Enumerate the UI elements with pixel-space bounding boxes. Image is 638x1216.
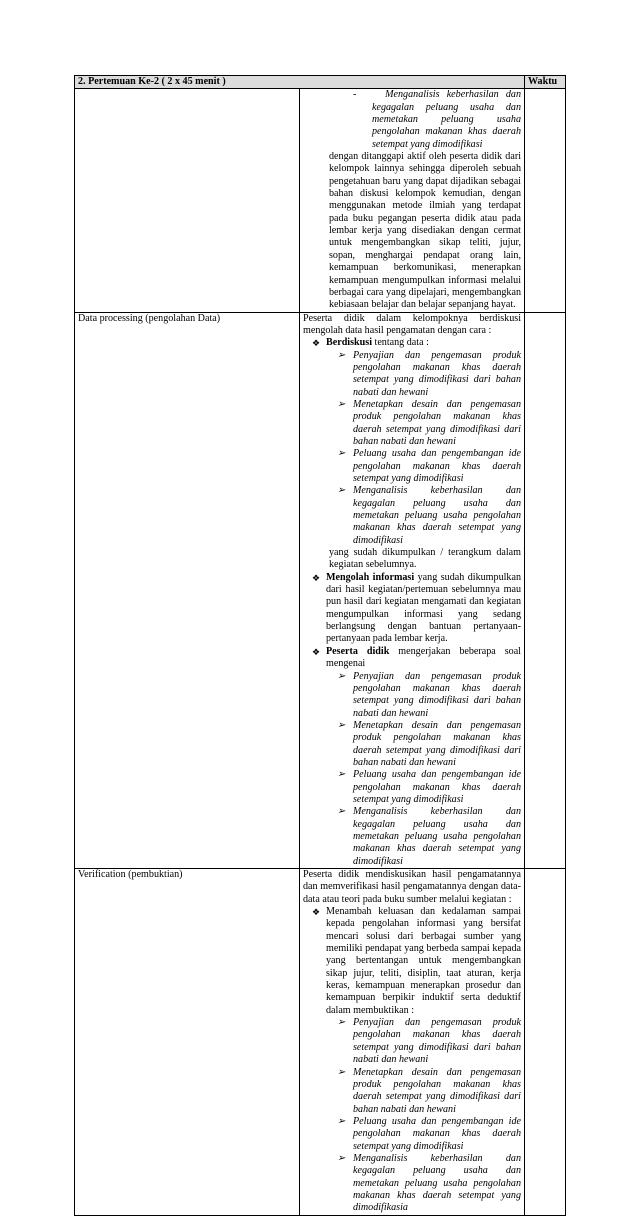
sub-list-item — [303, 1017, 521, 1066]
arrow-bullet-icon: ➢ — [337, 1017, 346, 1029]
list-item — [303, 906, 521, 1017]
sub-list-item-text: Penyajian dan pengemasan produk pengolahan makanan khas daerah setempat yang dimodifikasi dari bahan nabati dan hewani — [353, 349, 521, 398]
waktu-header: Waktu — [525, 76, 566, 89]
row-label: Data processing (pengolahan Data) — [75, 312, 300, 868]
row-content — [300, 89, 525, 312]
arrow-bullet-icon: ➢ — [337, 1115, 346, 1127]
list-item — [303, 89, 521, 151]
sub-list-item — [303, 485, 521, 547]
row-label-empty — [75, 89, 300, 312]
sub-list-item-text: Peluang usaha dan pengembangan ide pengolahan makanan khas daerah setempat yang dimodifikasi — [353, 769, 521, 805]
sub-list-item-text: Menganalisis keberhasilan dan kegagalan peluang usaha dan memetakan peluang usaha pengolahan makanan khas daerah setempat yang dimodifikasia — [353, 1152, 521, 1214]
dash-bullet: - — [353, 89, 357, 101]
sub-list-item-text: Menganalisis keberhasilan dan kegagalan peluang usaha dan memetakan peluang usaha pengolahan makanan khas daerah setempat yang dimodifikasi — [353, 806, 521, 867]
arrow-bullet-icon: ➢ — [337, 769, 346, 781]
sub-list-item — [303, 448, 521, 485]
sub-list-item-text: Peluang usaha dan pengembangan ide pengolahan makanan khas daerah setempat yang dimodifikasi — [353, 448, 521, 484]
sub-list-item-text: Menganalisis keberhasilan dan kegagalan peluang usaha dan memetakan peluang usaha pengolahan makanan khas daerah setempat yang dimodifikasi — [353, 485, 521, 546]
waktu-cell — [525, 312, 566, 868]
sub-list-item-text: Peluang usaha dan pengembangan ide pengolahan makanan khas daerah setempat yang dimodifikasi — [353, 1115, 521, 1152]
paragraph: dengan ditanggapi aktif oleh peserta didik dari kelompok lainnya sehingga diperoleh sebuah pengetahuan baru yang dapat dijadikan sebagai bahan diskusi kelompok kemudian, dengan menggunakan metode ilmiah yang terdapat pada buku pegangan peserta didik atau pada lembar kerja yang disediakan dengan cermat untuk mengembangkan sikap teliti, jujur, sopan, menghargai pendapat orang lain, kemampuan berkomunikasi, menerapkan kemampuan mengumpulkan informasi melalui berbagai cara yang dipelajari, mengembangkan kebiasaan belajar dan belajar sepanjang hayat. — [329, 151, 521, 311]
paragraph: Peserta didik dalam kelompoknya berdiskusi mengolah data hasil pengamatan dengan cara : — [303, 312, 521, 336]
sub-list-item — [303, 1067, 521, 1116]
table-header-row — [75, 76, 566, 89]
list-item-text: mengerjakan beberapa soal mengenai — [326, 645, 521, 670]
sub-list-item — [303, 806, 521, 868]
bold-term: Mengolah informasi — [326, 571, 415, 583]
arrow-bullet-icon: ➢ — [337, 806, 346, 818]
arrow-bullet-icon: ➢ — [337, 1066, 346, 1078]
paragraph: Peserta didik mendiskusikan hasil pengamatannya dan memverifikasi hasil pengamatannya dengan data-data atau teori pada buku sumber melalui kegiatan : — [303, 869, 521, 905]
arrow-bullet-icon: ➢ — [337, 448, 346, 460]
lesson-plan-table — [74, 75, 566, 1216]
diamond-bullet-icon: ❖ — [312, 338, 321, 349]
table-row — [75, 869, 566, 1216]
list-item — [303, 646, 521, 671]
list-item-text: yang sudah dikumpulkan dari hasil kegiatan/pertemuan sebelumnya mau pun hasil dari kegiatan mengamati dan kegiatan mengumpulkan informasi yang sedang berlangsung dengan bantuan pertanyaan-pertanyaan pada lembar kerja. — [326, 571, 522, 645]
bold-term: Peserta didik — [326, 645, 390, 657]
diamond-bullet-icon: ❖ — [312, 907, 321, 918]
arrow-bullet-icon: ➢ — [337, 670, 346, 682]
sub-list-item-text: Menetapkan desain dan pengemasan produk pengolahan makanan khas daerah setempat yang dimodifikasi dari bahan nabati dan hewani — [353, 398, 521, 447]
diamond-bullet-icon: ❖ — [312, 646, 321, 657]
bold-term: Berdiskusi — [326, 337, 372, 349]
row-content — [300, 869, 525, 1216]
arrow-bullet-icon: ➢ — [337, 719, 346, 731]
table-row — [75, 89, 566, 312]
sub-list-item-text: Menetapkan desain dan pengemasan produk pengolahan makanan khas daerah setempat yang dimodifikasi dari bahan nabati dan hewani — [353, 719, 521, 768]
sub-list-item — [303, 720, 521, 769]
sub-list-item — [303, 399, 521, 448]
list-item-text: tentang data : — [372, 337, 429, 349]
arrow-bullet-icon: ➢ — [337, 1152, 346, 1164]
list-item — [303, 572, 521, 646]
sub-list-item-text: Menetapkan desain dan pengemasan produk pengolahan makanan khas daerah setempat yang dimodifikasi dari bahan nabati dan hewani — [353, 1066, 521, 1115]
list-item-text: Menganalisis keberhasilan dan kegagalan peluang usaha dan memetakan peluang usaha pengolahan makanan khas daerah setempat yang dimodifikasi — [372, 89, 521, 150]
sub-list-item — [303, 1153, 521, 1215]
arrow-bullet-icon: ➢ — [337, 398, 346, 410]
sub-list-item — [303, 671, 521, 720]
arrow-bullet-icon: ➢ — [337, 349, 346, 361]
paragraph: yang sudah dikumpulkan / terangkum dalam kegiatan sebelumnya. — [329, 547, 521, 571]
meeting-title: 2. Pertemuan Ke-2 ( 2 x 45 menit ) — [75, 76, 525, 89]
list-item — [303, 337, 521, 349]
row-label: Verification (pembuktian) — [75, 869, 300, 1216]
sub-list-item — [303, 1116, 521, 1153]
sub-list-item-text: Penyajian dan pengemasan produk pengolahan makanan khas daerah setempat yang dimodifikasi dari bahan nabati dan hewani — [353, 1017, 521, 1066]
row-content — [300, 312, 525, 868]
list-item-text: Menambah keluasan dan kedalaman sampai kepada pengolahan informasi yang bersifat mencari solusi dari berbagai sumber yang memiliki pendapat yang berbeda sampai kepada yang bertentangan untuk mengembangkan sikap jujur, teliti, disiplin, taat aturan, kerja keras, kemampuan menerapkan prosedur dan kemampuan berpikir induktif serta deduktif dalam membuktikan : — [326, 906, 521, 1016]
table-row — [75, 312, 566, 868]
sub-list-item-text: Penyajian dan pengemasan produk pengolahan makanan khas daerah setempat yang dimodifikasi dari bahan nabati dan hewani — [353, 670, 521, 719]
waktu-cell — [525, 89, 566, 312]
sub-list-item — [303, 769, 521, 806]
sub-list-item — [303, 350, 521, 399]
arrow-bullet-icon: ➢ — [337, 485, 346, 497]
waktu-cell — [525, 869, 566, 1216]
diamond-bullet-icon: ❖ — [312, 572, 321, 583]
